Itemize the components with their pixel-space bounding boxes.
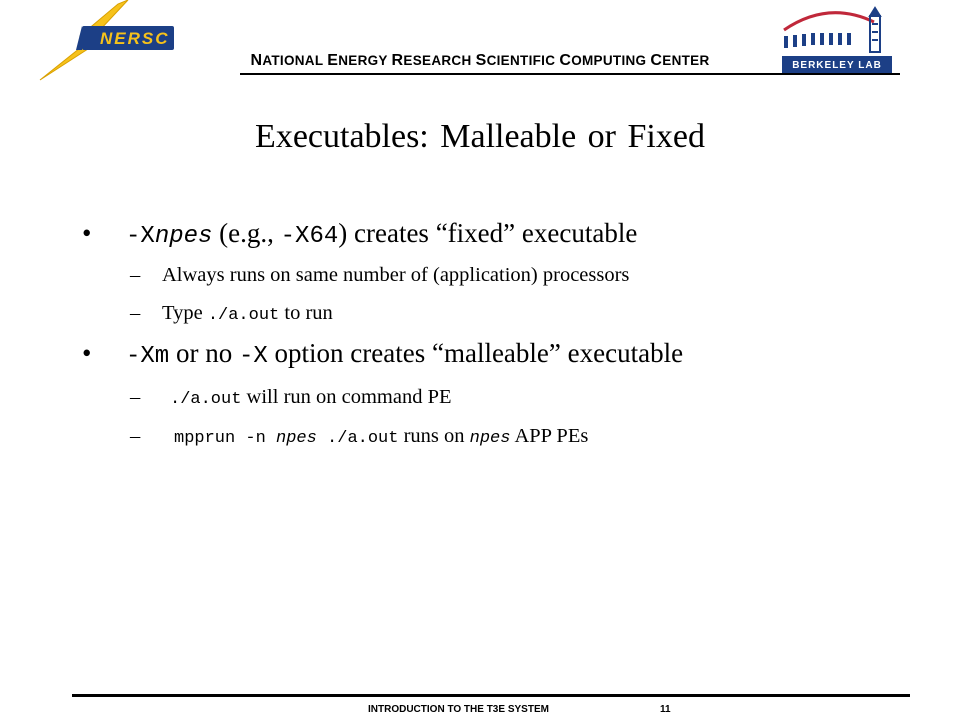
org-word-rest: ATIONAL — [262, 53, 324, 68]
org-word-rest: ENTER — [662, 53, 710, 68]
header-org-name — [160, 52, 800, 70]
columns-icon — [784, 33, 851, 48]
org-word-initial: S — [475, 52, 487, 69]
code-aout: ./a.out — [207, 306, 280, 325]
sub-bullet-mpprun — [130, 425, 588, 448]
nersc-logo-text: NERSC — [100, 29, 170, 48]
code-aout: ./a.out — [170, 390, 242, 409]
footer-rule — [72, 694, 910, 697]
sub-text-post: will run on command PE — [241, 386, 452, 408]
org-word — [476, 53, 556, 68]
code-var-npes-2: npes — [469, 429, 511, 448]
dash-marker: – — [130, 386, 141, 408]
berkeley-lab-text: BERKELEY LAB — [792, 60, 882, 71]
page-number: 11 — [660, 704, 671, 715]
footer-text: INTRODUCTION TO THE T3E SYSTEM — [368, 704, 549, 715]
bullet-malleable-executable — [82, 338, 683, 370]
sub-text-pre: Type — [162, 302, 208, 324]
bullet2-rest-text: option creates “malleable” executable — [267, 338, 684, 368]
code-mpprun: mpprun -n — [174, 429, 277, 448]
bullet-marker: • — [82, 338, 92, 368]
sub-text-post: APP PEs — [510, 425, 589, 447]
sub-bullet-always-runs — [130, 264, 629, 287]
dome-arc-icon — [784, 13, 874, 30]
bullet-marker: • — [82, 218, 92, 248]
bullet-fixed-executable — [82, 218, 637, 250]
org-word-initial: E — [327, 52, 339, 69]
org-word-rest: ESEARCH — [403, 53, 472, 68]
header-rule — [240, 73, 900, 75]
org-word-rest: OMPUTING — [571, 53, 647, 68]
sub-bullet-type-run — [130, 302, 333, 325]
flag-var-npes: npes — [154, 223, 213, 250]
sub-text-post: to run — [279, 302, 333, 324]
org-word-initial: C — [559, 52, 572, 69]
code-var-npes: npes — [276, 429, 317, 448]
slide-title: Executables: Malleable or Fixed — [255, 118, 705, 155]
campanile-tower-icon — [870, 8, 880, 52]
sub-text: Always runs on same number of (application) processors — [162, 264, 630, 286]
bullet2-mid-text: or no — [169, 338, 239, 368]
org-word-rest: NERGY — [338, 53, 388, 68]
org-word — [650, 53, 709, 68]
flag-x: -X — [126, 223, 155, 250]
org-word — [559, 53, 646, 68]
eg-open-text: (e.g., — [212, 218, 281, 248]
org-word — [250, 53, 323, 68]
org-word — [392, 53, 472, 68]
org-word-initial: C — [650, 52, 663, 69]
org-word-rest: CIENTIFIC — [486, 53, 556, 68]
org-word-initial: R — [391, 52, 404, 69]
sub-text-mid: runs on — [398, 425, 470, 447]
flag-x: -X — [238, 343, 268, 370]
dash-marker: – — [130, 264, 141, 286]
org-word-initial: N — [250, 52, 263, 69]
dash-marker: – — [130, 425, 141, 447]
code-aout: ./a.out — [316, 429, 399, 448]
sub-bullet-command-pe — [130, 386, 452, 409]
flag-example: -X64 — [280, 223, 339, 250]
org-word — [327, 53, 387, 68]
dash-marker: – — [130, 302, 141, 324]
flag-xm: -Xm — [126, 343, 170, 370]
bullet1-rest-text: ) creates “fixed” executable — [338, 218, 638, 248]
